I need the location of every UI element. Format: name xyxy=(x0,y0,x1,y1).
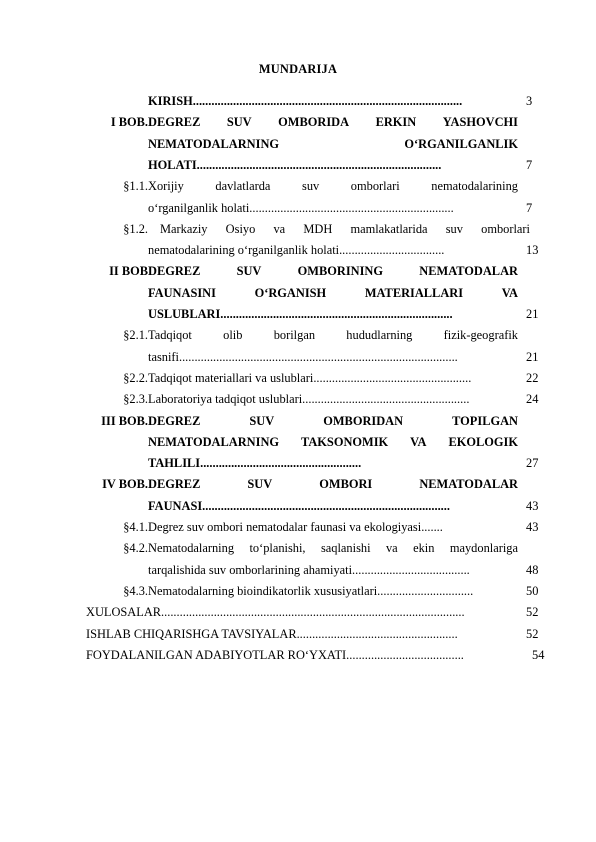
toc-entry-number: §4.1. xyxy=(123,520,148,534)
toc-page-number: 7 xyxy=(526,200,533,215)
toc-entry-line xyxy=(0,305,596,323)
toc-entry-text: o‘rganilganlik holati.................................................................. xyxy=(148,200,454,215)
toc-entry-text: TAHLILI.................................................... xyxy=(148,456,362,471)
toc-entry-line xyxy=(0,518,596,536)
toc-entry-line xyxy=(0,326,596,344)
toc-entry-line xyxy=(0,262,596,280)
toc-page-number: 13 xyxy=(526,243,539,258)
toc-entry-text: ISHLAB CHIQARISHGA TAVSIYALAR.................................................... xyxy=(86,626,458,641)
toc-page-number: 27 xyxy=(526,456,539,471)
toc-entry-line xyxy=(0,113,596,131)
toc-entry-text: tarqalishida suv omborlarining ahamiyati...................................... xyxy=(148,562,470,577)
toc-entry-text: FOYDALANILGAN ADABIYOTLAR RO‘YXATI...................................... xyxy=(86,647,464,662)
toc-page-number: 54 xyxy=(532,647,545,662)
toc-entry-number: §1.2. xyxy=(123,221,148,236)
toc-entry-line xyxy=(0,220,596,238)
toc-entry-line xyxy=(0,582,596,600)
toc-entry-number: §1.1. xyxy=(123,179,148,194)
toc-entry-text: Laboratoriya tadqiqot uslublari...................................................... xyxy=(148,392,470,407)
toc-entry-number: III BOB. xyxy=(101,413,148,428)
toc-entry-line xyxy=(0,603,596,621)
toc-page-number: 43 xyxy=(526,498,539,513)
toc-entry-line xyxy=(0,646,596,664)
toc-entry-text: tasnifi.......................................................................................... xyxy=(148,349,458,364)
toc-entry-text: KIRISH....................................................................................... xyxy=(148,94,463,108)
toc-entry-line xyxy=(0,199,596,217)
toc-page-number: 24 xyxy=(526,392,539,407)
toc-entry-number: §2.2. xyxy=(123,370,148,385)
toc-page-number: 21 xyxy=(526,349,539,364)
toc-page-number: 50 xyxy=(526,583,539,598)
toc-entry-number: §4.3. xyxy=(123,583,148,598)
toc-entry-line xyxy=(0,412,596,430)
toc-entry-text: DEGREZ SUV OMBORIDAN TOPILGAN xyxy=(148,413,518,428)
toc-entry-text: Markaziy Osiyo va MDH mamlakatlarida suv omborlari xyxy=(160,221,530,236)
toc-entry-text: Nematodalarning to‘planishi, saqlanishi va ekin maydonlariga xyxy=(148,541,518,556)
toc-entry-number: §4.2. xyxy=(123,541,148,556)
toc-entry-line xyxy=(0,369,596,387)
toc-entry-number: §2.3. xyxy=(123,392,148,407)
toc-entry-line xyxy=(0,433,596,451)
toc-entry-number: §2.1. xyxy=(123,328,148,343)
toc-entry-line xyxy=(0,454,596,472)
toc-entry-line xyxy=(0,475,596,493)
page-title: MUNDARIJA xyxy=(258,62,338,76)
toc-page-number: 22 xyxy=(526,370,539,385)
toc-entry-line xyxy=(0,177,596,195)
toc-entry-text: DEGREZ SUV OMBORI NEMATODALAR xyxy=(148,477,518,492)
toc-entry-line xyxy=(0,348,596,366)
toc-entry-line xyxy=(0,539,596,557)
toc-entry-text: USLUBLARI........................................................................... xyxy=(148,307,453,321)
toc-page-number: 52 xyxy=(526,605,539,620)
toc-entry-line xyxy=(0,92,596,110)
toc-page-number: 48 xyxy=(526,562,539,577)
toc-entry-line xyxy=(0,135,596,153)
toc-entry-line xyxy=(0,625,596,643)
toc-entry-number: II BOB xyxy=(109,264,148,279)
toc-entry-text: Xorijiy davlatlarda suv omborlari nematodalarining xyxy=(148,179,518,194)
toc-entry-number: I BOB. xyxy=(110,115,148,130)
toc-entry-line xyxy=(0,561,596,579)
toc-page-number: 43 xyxy=(526,520,539,534)
toc-entry-text: Degrez suv ombori nematodalar faunasi va ekologiyasi....... xyxy=(148,520,443,534)
toc-page-number: 7 xyxy=(526,157,533,172)
toc-page-number: 3 xyxy=(526,94,533,108)
toc-entry-text: DEGREZ SUV OMBORINING NEMATODALAR xyxy=(148,264,518,279)
toc-entry-text: DEGREZ SUV OMBORIDA ERKIN YASHOVCHI xyxy=(148,115,518,130)
toc-entry-text: FAUNASI................................................................................ xyxy=(148,498,450,513)
toc-entry-text: FAUNASINI O‘RGANISH MATERIALLARI VA xyxy=(148,285,518,300)
toc-entry-text: Tadqiqot materiallari va uslublari................................................... xyxy=(148,370,472,385)
toc-entry-line xyxy=(0,497,596,515)
toc-entry-line xyxy=(0,284,596,302)
toc-entry-text: NEMATODALARNING TAKSONOMIK VA EKOLOGIK xyxy=(148,434,518,449)
toc-entry-line xyxy=(0,241,596,259)
toc-entry-text: nematodalarining o‘rganilganlik holati.................................. xyxy=(148,243,445,258)
toc-entry-line xyxy=(0,156,596,174)
toc-page-number: 21 xyxy=(526,307,539,321)
toc-entry-number: IV BOB. xyxy=(102,477,148,492)
toc-entry-line xyxy=(0,390,596,408)
toc-entry-text: NEMATODALARNING O‘RGANILGANLIK xyxy=(148,136,518,151)
toc-page-number: 52 xyxy=(526,626,539,641)
toc-entry-text: Tadqiqot olib borilgan hududlarning fizik-geografik xyxy=(148,328,518,343)
toc-entry-text: HOLATI............................................................................... xyxy=(148,157,442,172)
toc-entry-text: Nematodalarning bioindikatorlik xususiyatlari............................... xyxy=(148,583,474,598)
toc-entry-text: XULOSALAR.................................................................................................. xyxy=(86,605,465,620)
